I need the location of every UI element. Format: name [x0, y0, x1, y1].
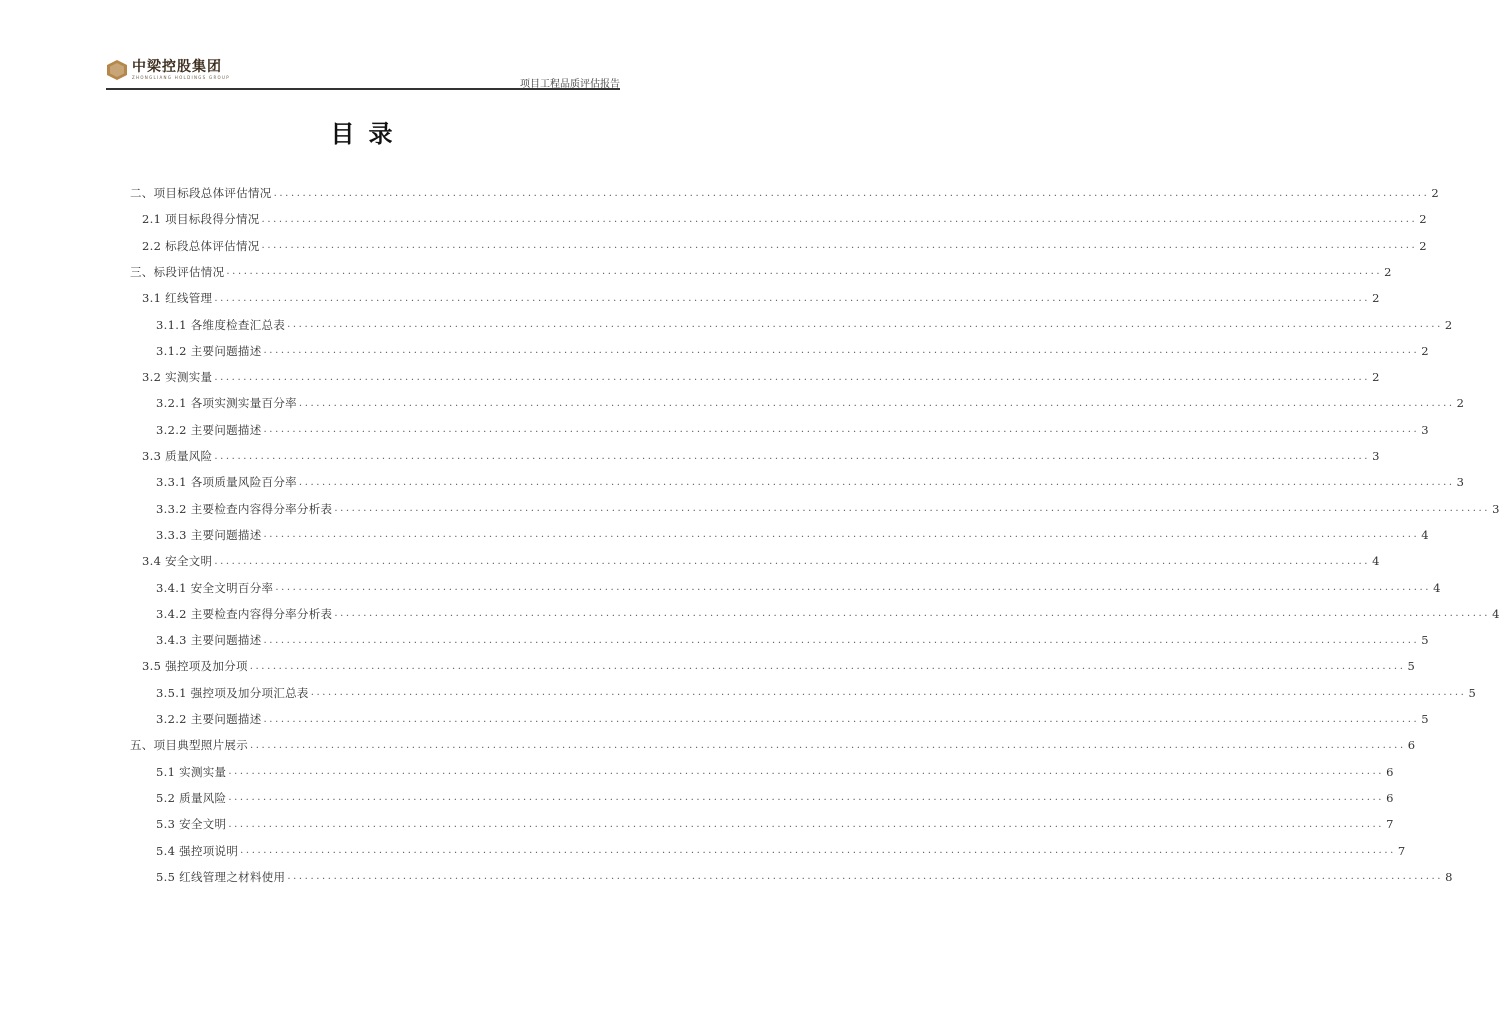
toc-leader-dots: ........................................................................................................................................................................................................	[334, 503, 1491, 515]
toc-entry-title: 3.2.2 主要问题描述	[156, 422, 262, 437]
toc-entry-title: 3.3.3 主要问题描述	[156, 527, 262, 542]
toc-entry[interactable]	[156, 785, 1394, 811]
toc-entry-page: 5	[1468, 685, 1476, 700]
toc-entry-page: 4	[1372, 554, 1380, 569]
toc-entry-title: 3.2 实测实量	[142, 370, 213, 385]
toc-entry-title: 5.4 强控项说明	[156, 843, 239, 858]
toc-entry-page: 6	[1407, 738, 1416, 753]
toc-entry-title: 5.2 质量风险	[156, 790, 227, 805]
toc-leader-dots: ........................................................................................................................................................................................................	[226, 266, 1383, 278]
toc-leader-dots: ........................................................................................................................................................................................................	[214, 555, 1371, 567]
toc-leader-dots: ........................................................................................................................................................................................................	[261, 213, 1418, 225]
toc-entry-page: 3	[1421, 422, 1429, 437]
toc-leader-dots: ........................................................................................................................................................................................................	[214, 450, 1371, 462]
toc-entry-page: 2	[1419, 238, 1427, 253]
toc-entry-title: 3.4 安全文明	[142, 554, 213, 569]
company-logo	[106, 58, 230, 82]
toc-entry[interactable]	[142, 443, 1380, 469]
toc-entry-title: 3.4.2 主要检查内容得分率分析表	[156, 606, 333, 621]
logo-english-name: ZHONGLIANG HOLDINGS GROUP	[132, 75, 230, 80]
toc-entry-title: 5.5 红线管理之材料使用	[156, 869, 286, 884]
toc-entry-title: 3.5 强控项及加分项	[142, 659, 248, 674]
toc-entry[interactable]	[142, 364, 1380, 390]
toc-leader-dots: ........................................................................................................................................................................................................	[228, 818, 1385, 830]
toc-leader-dots: ........................................................................................................................................................................................................	[334, 608, 1491, 620]
toc-leader-dots: ........................................................................................................................................................................................................	[310, 687, 1467, 699]
toc-entry-page: 4	[1492, 606, 1499, 621]
toc-entry[interactable]	[142, 653, 1415, 679]
toc-leader-dots: ........................................................................................................................................................................................................	[214, 292, 1371, 304]
toc-leader-dots: ........................................................................................................................................................................................................	[263, 424, 1420, 436]
toc-leader-dots: ........................................................................................................................................................................................................	[250, 739, 1406, 751]
toc-entry-page: 2	[1372, 370, 1380, 385]
toc-entry[interactable]	[156, 469, 1464, 495]
header-divider	[106, 88, 620, 90]
toc-entry-page: 7	[1397, 843, 1406, 858]
toc-leader-dots: ........................................................................................................................................................................................................	[214, 371, 1371, 383]
toc-leader-dots: ........................................................................................................................................................................................................	[298, 397, 1455, 409]
page-header	[106, 56, 620, 90]
toc-entry[interactable]	[156, 759, 1394, 785]
toc-entry-title: 3.1.1 各维度检查汇总表	[156, 317, 286, 332]
toc-entry[interactable]	[156, 601, 1499, 627]
toc-entry-title: 3.3 质量风险	[142, 449, 213, 463]
toc-leader-dots: ........................................................................................................................................................................................................	[263, 713, 1420, 725]
toc-entry-page: 6	[1386, 790, 1394, 805]
toc-entry-page: 5	[1421, 633, 1429, 648]
toc-entry[interactable]	[156, 864, 1453, 890]
toc-entry-page: 2	[1372, 291, 1380, 306]
toc-leader-dots: ........................................................................................................................................................................................................	[273, 187, 1430, 199]
toc-leader-dots: ........................................................................................................................................................................................................	[228, 766, 1385, 778]
toc-entry-title: 2.2 标段总体评估情况	[142, 238, 260, 253]
toc-entry-page: 2	[1384, 264, 1392, 279]
toc-entry[interactable]	[156, 627, 1429, 653]
toc-entry-page: 2	[1419, 212, 1427, 227]
page-title: 目录	[330, 120, 407, 148]
toc-entry-page: 5	[1421, 712, 1429, 726]
toc-entry-page: 2	[1421, 343, 1429, 358]
toc-entry-page: 3	[1492, 501, 1499, 516]
toc-entry-page: 5	[1407, 659, 1415, 674]
toc-entry-title: 3.4.1 安全文明百分率	[156, 580, 274, 595]
toc-entry[interactable]	[156, 706, 1429, 732]
toc-entry[interactable]	[156, 417, 1429, 443]
toc-entry-title: 二、项目标段总体评估情况	[130, 186, 272, 200]
toc-leader-dots: ........................................................................................................................................................................................................	[275, 582, 1432, 593]
toc-entry[interactable]	[142, 233, 1427, 259]
logo-chinese-name: 中梁控股集团	[132, 59, 222, 75]
logo-mark-icon	[106, 59, 128, 81]
toc-entry-page: 4	[1433, 580, 1441, 595]
toc-entry-title: 3.3.2 主要检查内容得分率分析表	[156, 501, 333, 516]
toc-entry-page: 6	[1386, 764, 1394, 779]
toc-entry-title: 3.4.3 主要问题描述	[156, 633, 262, 648]
toc-entry[interactable]	[156, 522, 1429, 548]
toc-entry-page: 3	[1372, 449, 1380, 463]
toc-entry-title: 3.1 红线管理	[142, 291, 213, 306]
toc-leader-dots: ........................................................................................................................................................................................................	[298, 476, 1455, 488]
toc-entry-title: 5.3 安全文明	[156, 817, 227, 832]
toc-entry[interactable]	[156, 680, 1476, 706]
toc-entry-title: 3.2.1 各项实测实量百分率	[156, 396, 297, 411]
toc-entry-title: 3.1.2 主要问题描述	[156, 343, 262, 358]
toc-entry-title: 5.1 实测实量	[156, 764, 227, 779]
toc-entry[interactable]	[156, 496, 1499, 522]
toc-entry-title: 2.1 项目标段得分情况	[142, 212, 260, 227]
toc-entry[interactable]	[130, 259, 1392, 285]
toc-entry-title: 3.3.1 各项质量风险百分率	[156, 475, 297, 490]
toc-entry[interactable]	[156, 575, 1441, 601]
toc-entry-title: 3.5.1 强控项及加分项汇总表	[156, 685, 309, 700]
toc-entry[interactable]	[130, 732, 1416, 758]
toc-entry-title: 五、项目典型照片展示	[130, 738, 248, 753]
toc-entry-page: 7	[1386, 817, 1394, 832]
toc-entry-page: 2	[1431, 186, 1439, 200]
toc-entry-page: 3	[1456, 475, 1464, 490]
toc-leader-dots: ........................................................................................................................................................................................................	[261, 240, 1418, 252]
toc-entry[interactable]	[142, 206, 1427, 232]
toc-entry-page: 2	[1456, 396, 1464, 411]
toc-leader-dots: ........................................................................................................................................................................................................	[240, 845, 1396, 856]
report-name: 项目工程品质评估报告	[520, 79, 620, 90]
toc-leader-dots: ........................................................................................................................................................................................................	[287, 319, 1443, 330]
toc-entry-page: 8	[1445, 869, 1453, 884]
toc-entry[interactable]	[156, 390, 1464, 416]
toc-leader-dots: ........................................................................................................................................................................................................	[249, 660, 1406, 672]
toc-entry[interactable]	[142, 548, 1380, 574]
toc-entry-page: 4	[1421, 527, 1429, 542]
toc-leader-dots: ........................................................................................................................................................................................................	[263, 345, 1420, 357]
toc-entry[interactable]	[156, 312, 1453, 338]
toc-leader-dots: ........................................................................................................................................................................................................	[263, 529, 1420, 541]
toc-entry[interactable]	[156, 838, 1406, 864]
toc-entry-title: 三、标段评估情况	[130, 264, 225, 279]
toc-entry[interactable]	[156, 811, 1394, 837]
toc-leader-dots: ........................................................................................................................................................................................................	[287, 871, 1444, 883]
toc-entry-title: 3.2.2 主要问题描述	[156, 712, 262, 726]
toc-leader-dots: ........................................................................................................................................................................................................	[228, 792, 1385, 804]
toc-entry-page: 2	[1444, 317, 1453, 332]
toc-entry[interactable]	[156, 338, 1429, 364]
toc-entry[interactable]	[142, 285, 1380, 311]
toc-leader-dots: ........................................................................................................................................................................................................	[263, 634, 1420, 646]
toc-entry[interactable]	[130, 180, 1439, 206]
